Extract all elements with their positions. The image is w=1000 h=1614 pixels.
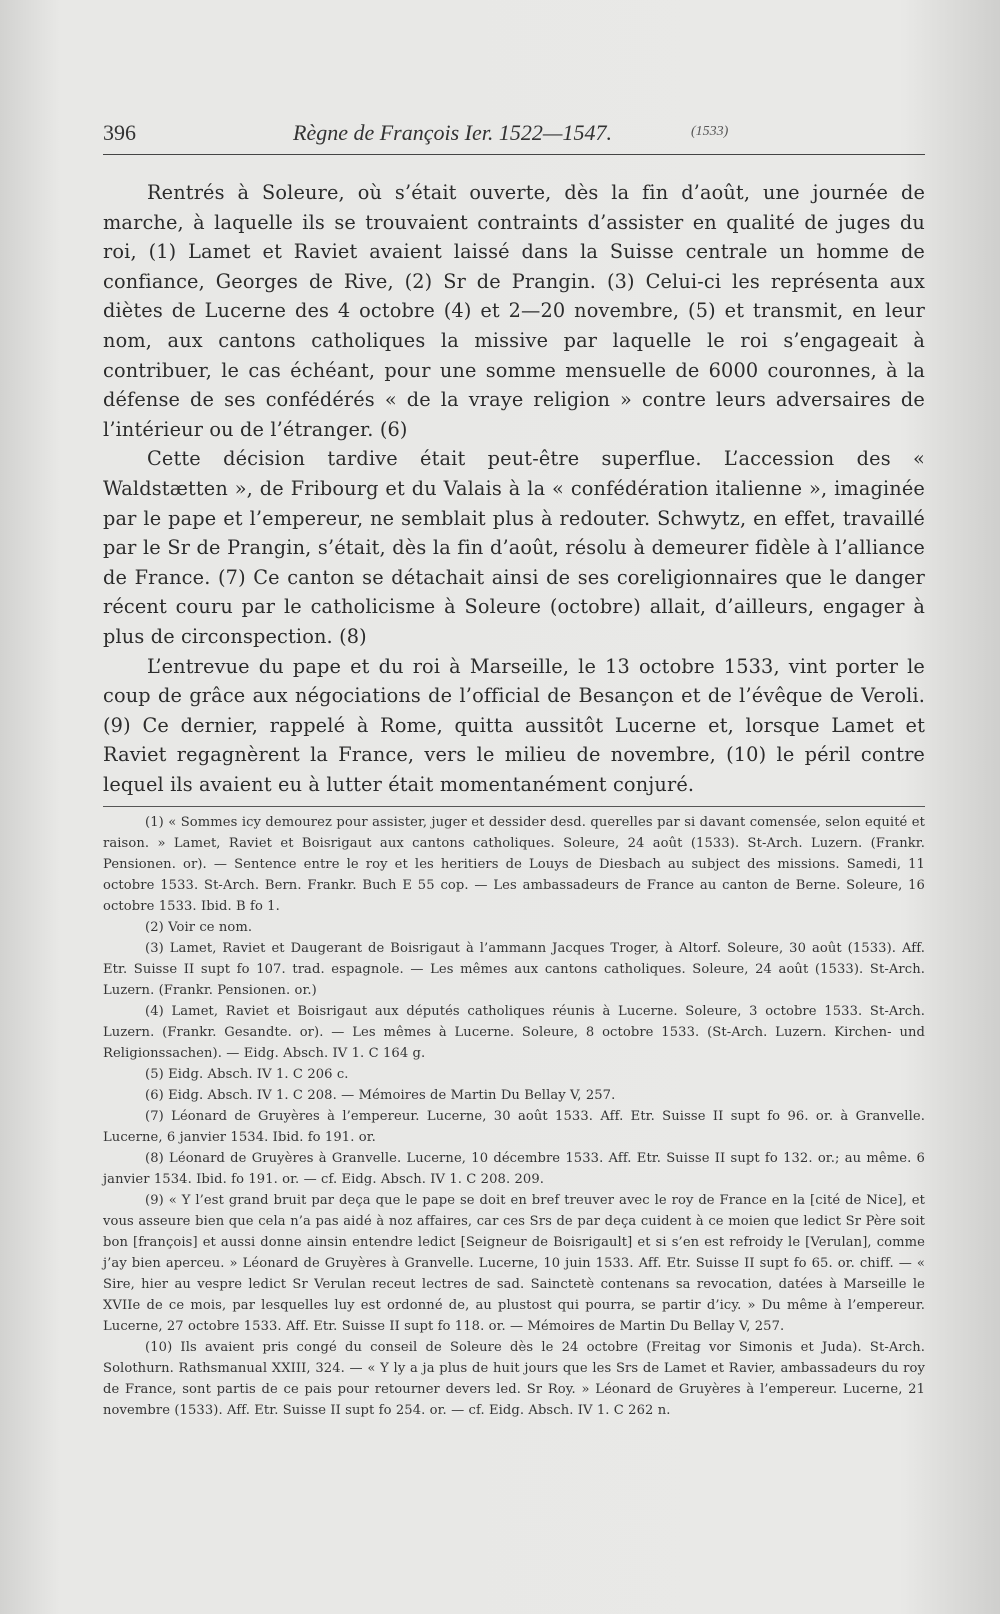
footnote-6: (6) Eidg. Absch. IV 1. C 208. — Mémoires de Martin Du Bellay V, 257.: [145, 1088, 616, 1103]
paragraph-1: Rentrés à Soleure, où s’était ouverte, dès la fin d’août, une journée de marche, à laquelle ils se trouvaient contraints d’assister en qualité de juges du roi, (1) Lamet et Raviet avaient laissé dans la Suisse centrale un homme de confiance, Georges de Rive, (2) Sr de Prangin. (3) Celui-ci les représenta aux diètes de Lucerne des 4 octobre (4) et 2—20 novembre, (5) et transmit, en leur nom, aux cantons catholiques la missive par laquelle le roi s’engageait à contribuer, le cas échéant, pour une somme mensuelle de 6000 couronnes, à la défense de ses confédérés « de la vraye religion » contre leurs adversaires de l’intérieur ou de l’étranger. (6): [103, 181, 925, 441]
footnote-separator: [103, 806, 925, 807]
page-number: 396: [103, 120, 136, 145]
footnote-1: (1) « Sommes icy demourez pour assister, juger et dessider desd. querelles par si davant comensée, selon equité et raison. » Lamet, Raviet et Boisrigaut aux cantons catholiques. Soleure, 24 août (1533). St-Arch. Luzern. (Frankr. Pensionen. or). — Sentence entre le roy et les heritiers de Louys de Diesbach au subject des missions. Samedi, 11 octobre 1533. St-Arch. Bern. Frankr. Buch E 55 cop. — Les ambassadeurs de France au canton de Berne. Soleure, 16 octobre 1533. Ibid. B fo 1.: [103, 815, 925, 914]
paragraph-3: L’entrevue du pape et du roi à Marseille, le 13 octobre 1533, vint porter le coup de grâce aux négociations de l’official de Besançon et de l’évêque de Veroli. (9) Ce dernier, rappelé à Rome, quitta aussitôt Lucerne et, lorsque Lamet et Raviet regagnèrent la France, vers le milieu de novembre, (10) le péril contre lequel ils avaient eu à lutter était momentanément conjuré.: [103, 654, 925, 796]
page-header: [103, 112, 923, 152]
paragraph-2: Cette décision tardive était peut-être superflue. L’accession des « Waldstætten », de Fribourg et du Valais à la « confédération italienne », imaginée par le pape et l’empereur, ne semblait plus à redouter. Schwytz, en effet, travaillé par le Sr de Prangin, s’était, dès la fin d’août, résolu à demeurer fidèle à l’alliance de France. (7) Ce canton se détachait ainsi de ses coreligionnaires que le danger récent couru par le catholicisme à Soleure (octobre) allait, d’ailleurs, engager à plus de circonspection. (8): [103, 447, 925, 648]
main-text: [103, 178, 925, 799]
footnote-7: (7) Léonard de Gruyères à l’empereur. Lucerne, 30 août 1533. Aff. Etr. Suisse II supt fo 96. or. à Granvelle. Lucerne, 6 janvier 1534. Ibid. fo 191. or.: [103, 1109, 925, 1145]
footnote-3: (3) Lamet, Raviet et Daugerant de Boisrigaut à l’ammann Jacques Troger, à Altorf. Soleure, 30 août (1533). Aff. Etr. Suisse II supt fo 107. trad. espagnole. — Les mêmes aux cantons catholiques. Soleure, 24 août (1533). St-Arch. Luzern. (Frankr. Pensionen. or.): [103, 941, 925, 998]
year-tag: (1533): [691, 124, 729, 139]
footnote-8: (8) Léonard de Gruyères à Granvelle. Lucerne, 10 décembre 1533. Aff. Etr. Suisse II supt fo 132. or.; au même. 6 janvier 1534. Ibid. fo 191. or. — cf. Eidg. Absch. IV 1. C 208. 209.: [103, 1151, 925, 1187]
footnote-2: (2) Voir ce nom.: [145, 920, 253, 935]
footnote-10: (10) Ils avaient pris congé du conseil de Soleure dès le 24 octobre (Freitag vor Simonis et Juda). St-Arch. Solothurn. Rathsmanual XXIII, 324. — « Y ly a ja plus de huit jours que les Srs de Lamet et Ravier, ambassadeurs du roy de France, sont partis de ce pais pour retourner devers led. Sr Roy. » Léonard de Gruyères à l’empereur. Lucerne, 21 novembre (1533). Aff. Etr. Suisse II supt fo 254. or. — cf. Eidg. Absch. IV 1. C 262 n.: [103, 1340, 925, 1418]
footnote-9: (9) « Y l’est grand bruit par deça que le pape se doit en bref treuver avec le roy de France en la [cité de Nice], et vous asseure bien que cela n’a pas aidé à noz affaires, car ces Srs de par deça cuident à ce moien que ledict Sr Père soit bon [françois] et aussi donne ainsin entendre ledict [Seigneur de Boisrigault] et si s’en est refroidy le [Verulan], comme j’ay bien aperceu. » Léonard de Gruyères à Granvelle. Lucerne, 10 juin 1533. Aff. Etr. Suisse II supt fo 65. or. chiff. — « Sire, hier au vespre ledict Sr Verulan receut lectres de sad. Sainctetè contenans sa revocation, datées à Marseille le XVIIe de ce mois, par lesquelles luy est ordonné de, au plustost qui pourra, se partir d’icy. » Du même à l’empereur. Lucerne, 27 octobre 1533. Aff. Etr. Suisse II supt fo 118. or. — Mémoires de Martin Du Bellay V, 257.: [103, 1193, 925, 1334]
footnotes: [103, 812, 925, 1421]
header-rule: [103, 154, 925, 155]
footnote-5: (5) Eidg. Absch. IV 1. C 206 c.: [145, 1067, 349, 1082]
running-title: Règne de François Ier. 1522—1547.: [293, 120, 612, 145]
footnote-4: (4) Lamet, Raviet et Boisrigaut aux députés catholiques réunis à Lucerne. Soleure, 3 octobre 1533. St-Arch. Luzern. (Frankr. Gesandte. or). — Les mêmes à Lucerne. Soleure, 8 octobre 1533. (St-Arch. Luzern. Kirchen- und Religionssachen). — Eidg. Absch. IV 1. C 164 g.: [103, 1004, 925, 1061]
